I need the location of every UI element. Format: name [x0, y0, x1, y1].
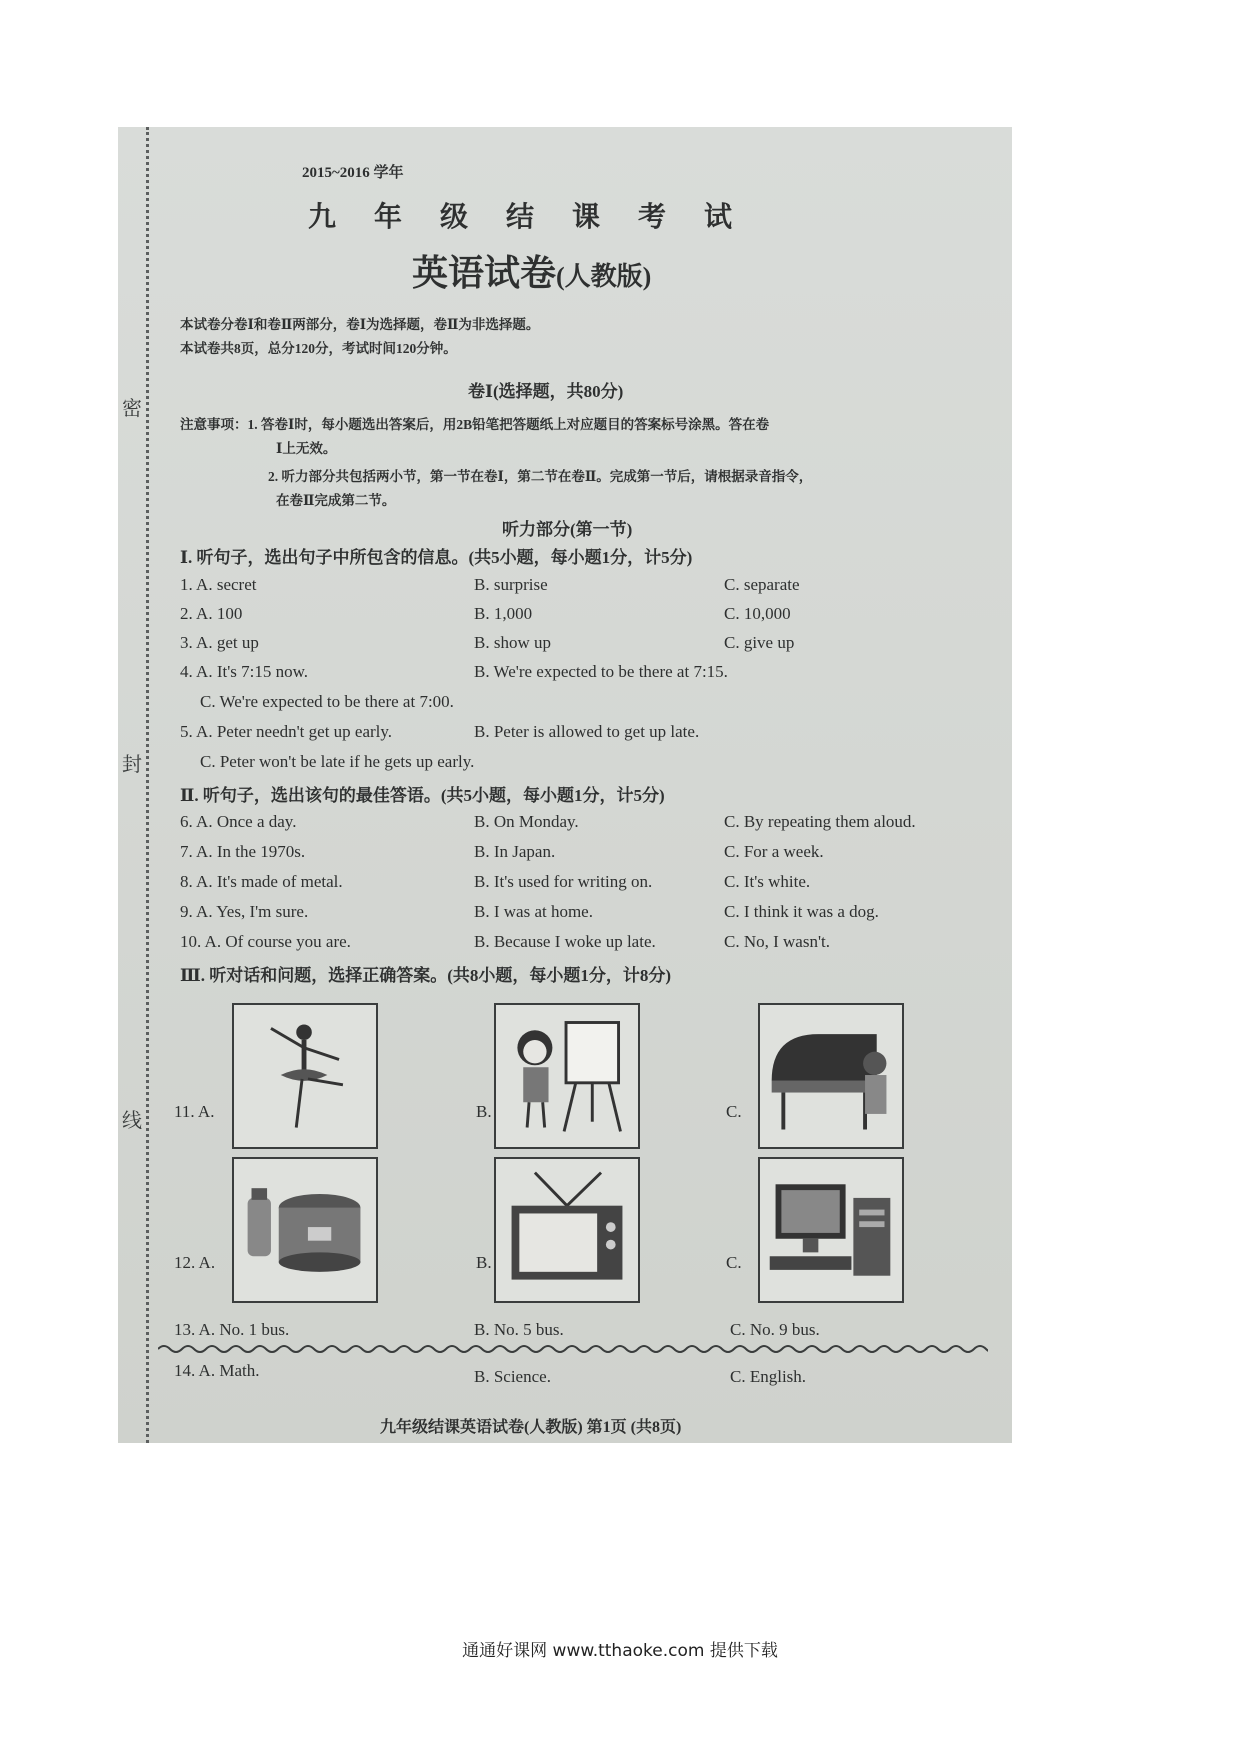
q12-a-label: 12. A. — [174, 1253, 216, 1272]
note-item-2b: 在卷Ⅱ完成第二节。 — [276, 493, 396, 508]
q1-c: C. separate — [724, 575, 800, 594]
q8-a: 8. A. It's made of metal. — [180, 872, 343, 891]
computer-picture — [758, 1157, 904, 1303]
note-label: 注意事项： — [180, 417, 248, 432]
intro-line-2: 本试卷共8页，总分120分，考试时间120分钟。 — [180, 341, 457, 356]
q3-c: C. give up — [724, 633, 795, 652]
q11-b-label: B. — [476, 1102, 492, 1121]
ballet-dancer-icon — [234, 1005, 376, 1147]
note-item-2a: 2. 听力部分共包括两小节，第一节在卷Ⅰ，第二节在卷Ⅱ。完成第一节后，请根据录音指令， — [268, 469, 813, 484]
q13-b: B. No. 5 bus. — [474, 1320, 564, 1339]
q2-b: B. 1,000 — [474, 604, 533, 623]
note-line-1 — [180, 413, 769, 433]
q10-b: B. Because I woke up late. — [474, 932, 656, 951]
rice-cooker-icon — [234, 1159, 376, 1301]
q10-a: 10. A. Of course you are. — [180, 932, 351, 951]
q4-a: 4. A. It's 7:15 now. — [180, 662, 309, 681]
listening-title: 听力部分(第一节) — [502, 520, 633, 539]
q3-b: B. show up — [474, 633, 551, 652]
binding-mark-mi: 密 — [122, 396, 142, 420]
q14-b: B. Science. — [474, 1367, 551, 1386]
q6-b: B. On Monday. — [474, 812, 579, 831]
q5-c: C. Peter won't be late if he gets up early. — [200, 752, 475, 771]
q7-c: C. For a week. — [724, 842, 824, 861]
q8-c: C. It's white. — [724, 872, 811, 891]
download-credit: 通通好课网 www.tthaoke.com 提供下载 — [462, 1641, 778, 1661]
q4-b: B. We're expected to be there at 7:15. — [474, 662, 728, 681]
intro-line-1: 本试卷分卷Ⅰ和卷Ⅱ两部分，卷Ⅰ为选择题，卷Ⅱ为非选择题。 — [180, 317, 540, 332]
section-2-title: Ⅱ. 听句子，选出该句的最佳答语。(共5小题，每小题1分，计5分) — [180, 786, 665, 805]
q7-b: B. In Japan. — [474, 842, 556, 861]
computer-icon — [760, 1159, 902, 1301]
girl-painting-picture — [494, 1003, 640, 1149]
note-item-1a: 1. 答卷Ⅰ时，每小题选出答案后，用2B铅笔把答题纸上对应题目的答案标号涂黑。答在卷 — [247, 417, 770, 432]
paper-title-text: 英语试卷 — [412, 253, 557, 293]
page-footer: 九年级结课英语试卷(人教版) 第1页 (共8页) — [380, 1419, 682, 1436]
grand-piano-picture — [758, 1003, 904, 1149]
q1-a: 1. A. secret — [180, 575, 257, 594]
q11-a-label: 11. A. — [174, 1102, 215, 1121]
exam-name: 九年级结课考试 — [308, 202, 771, 233]
q14-a: 14. A. Math. — [174, 1361, 260, 1380]
grand-piano-icon — [760, 1005, 902, 1147]
q7-a: 7. A. In the 1970s. — [180, 842, 306, 861]
q13-c: C. No. 9 bus. — [730, 1320, 820, 1339]
q5-a: 5. A. Peter needn't get up early. — [180, 722, 393, 741]
q2-c: C. 10,000 — [724, 604, 791, 623]
q12-c-label: C. — [726, 1253, 742, 1272]
q6-a: 6. A. Once a day. — [180, 812, 297, 831]
scanned-exam-page — [118, 127, 1012, 1443]
q6-c: C. By repeating them aloud. — [724, 812, 916, 831]
q2-a: 2. A. 100 — [180, 604, 243, 623]
binding-perforation — [146, 127, 149, 1443]
q14-c: C. English. — [730, 1367, 807, 1386]
school-year: 2015~2016 学年 — [302, 165, 404, 181]
q12-b-label: B. — [476, 1253, 492, 1272]
girl-painting-icon — [496, 1005, 638, 1147]
section-1-title: Ⅰ. 听句子，选出句子中所包含的信息。(共5小题，每小题1分，计5分) — [180, 548, 693, 567]
q9-a: 9. A. Yes, I'm sure. — [180, 902, 309, 921]
tear-line — [158, 1343, 988, 1355]
television-picture — [494, 1157, 640, 1303]
q9-c: C. I think it was a dog. — [724, 902, 879, 921]
q11-c-label: C. — [726, 1102, 742, 1121]
paper-title — [412, 245, 651, 296]
q3-a: 3. A. get up — [180, 633, 259, 652]
q5-b: B. Peter is allowed to get up late. — [474, 722, 700, 741]
q10-c: C. No, I wasn't. — [724, 932, 831, 951]
q9-b: B. I was at home. — [474, 902, 593, 921]
q1-b: B. surprise — [474, 575, 548, 594]
note-item-1b: Ⅰ上无效。 — [276, 441, 337, 456]
q8-b: B. It's used for writing on. — [474, 872, 653, 891]
section-3-title: Ⅲ. 听对话和问题，选择正确答案。(共8小题，每小题1分，计8分) — [180, 966, 672, 985]
q4-c: C. We're expected to be there at 7:00. — [200, 692, 454, 711]
television-icon — [496, 1159, 638, 1301]
ballet-dancer-picture — [232, 1003, 378, 1149]
binding-mark-feng: 封 — [122, 752, 142, 776]
binding-mark-xian: 线 — [122, 1108, 142, 1132]
volume-1-title: 卷Ⅰ(选择题，共80分) — [468, 382, 624, 401]
rice-cooker-picture — [232, 1157, 378, 1303]
q13-a: 13. A. No. 1 bus. — [174, 1320, 290, 1339]
paper-edition: (人教版) — [556, 262, 652, 291]
